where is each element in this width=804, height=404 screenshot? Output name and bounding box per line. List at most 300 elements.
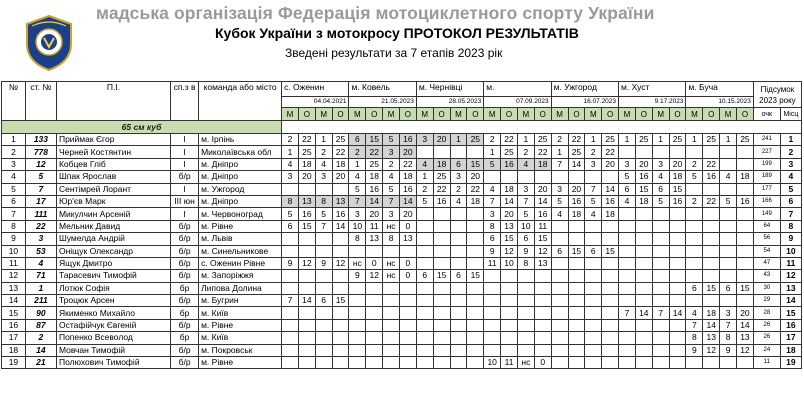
- stage-1-cell: [298, 307, 315, 319]
- stage-5-cell: [551, 344, 568, 356]
- total-points: 26: [753, 332, 780, 344]
- stage-2-cell: 14: [399, 195, 416, 207]
- stage-5-cell: 25: [568, 146, 585, 158]
- rider-city: м. Рівне: [199, 357, 282, 369]
- stage-6-cell: [652, 257, 669, 269]
- col-start-number-header: ст. №: [25, 82, 56, 121]
- summary-header: Підсумок 2023 року: [753, 82, 801, 108]
- stage-6-cell: [669, 146, 686, 158]
- stage-2-cell: [399, 332, 416, 344]
- stage-4-cell: 11: [484, 257, 501, 269]
- stage-4-cell: [534, 332, 551, 344]
- stage-7-cell: 12: [703, 344, 720, 356]
- stage-1-cell: [282, 183, 299, 195]
- stage-1-cell: 2: [282, 134, 299, 146]
- stage-7-cell: [720, 158, 737, 170]
- start-number: 17: [25, 195, 56, 207]
- stage-5-o-header: О: [568, 108, 585, 121]
- stage-7-cell: [703, 245, 720, 257]
- stage-6-cell: [619, 319, 636, 331]
- stage-2-cell: [366, 245, 383, 257]
- stage-4-cell: [501, 307, 518, 319]
- rider-city: с. Оженин Рівне: [199, 257, 282, 269]
- stage-7-cell: [737, 146, 754, 158]
- rider-city: м. Ужгород: [199, 183, 282, 195]
- stage-3-cell: [450, 332, 467, 344]
- stage-3-m-header: М: [450, 108, 467, 121]
- stage-7-cell: [737, 295, 754, 307]
- total-points: 166: [753, 195, 780, 207]
- table-row: [2, 134, 802, 146]
- stage-4-cell: [501, 332, 518, 344]
- start-number: 111: [25, 208, 56, 220]
- start-number: 133: [25, 134, 56, 146]
- stage-5-cell: [602, 282, 619, 294]
- stage-5-cell: [568, 332, 585, 344]
- stage-2-cell: 3: [349, 208, 366, 220]
- rider-name: Юр'єв Марк: [56, 195, 170, 207]
- start-number: 90: [25, 307, 56, 319]
- rider-name: Оніщук Олександр: [56, 245, 170, 257]
- stage-4-cell: 9: [484, 245, 501, 257]
- stage-4-cell: [534, 282, 551, 294]
- stage-4-cell: [517, 282, 534, 294]
- stage-6-cell: [669, 319, 686, 331]
- stage-1-cell: [282, 233, 299, 245]
- stage-7-cell: [737, 183, 754, 195]
- stage-1-cell: [298, 319, 315, 331]
- stage-3-cell: [467, 245, 484, 257]
- stage-5-cell: [585, 257, 602, 269]
- stage-1-cell: 6: [282, 220, 299, 232]
- table-row: [2, 208, 802, 220]
- stage-4-cell: 7: [484, 195, 501, 207]
- rider-name: Ящук Дмитро: [56, 257, 170, 269]
- stage-7-cell: 12: [737, 344, 754, 356]
- stage-1-cell: 4: [282, 158, 299, 170]
- stage-3-cell: [433, 257, 450, 269]
- stage-2-cell: [366, 357, 383, 369]
- stage-6-cell: [669, 357, 686, 369]
- total-points: 11: [753, 357, 780, 369]
- stage-1-cell: 22: [332, 146, 349, 158]
- stage-4-cell: 12: [534, 245, 551, 257]
- stage-2-cell: [399, 319, 416, 331]
- stage-7-cell: [686, 357, 703, 369]
- stage-5-cell: 1: [551, 146, 568, 158]
- stage-3-cell: [416, 208, 433, 220]
- stage-7-cell: 15: [737, 282, 754, 294]
- stage-6-o-header: О: [635, 108, 652, 121]
- stage-4-cell: [484, 307, 501, 319]
- stage-2-cell: 4: [383, 171, 400, 183]
- stage-7-cell: 16: [703, 171, 720, 183]
- stage-6-cell: [619, 233, 636, 245]
- stage-6-cell: 3: [619, 158, 636, 170]
- stage-2-cell: 0: [366, 257, 383, 269]
- stage-5-cell: 3: [585, 158, 602, 170]
- rider-city: м. Ірпінь: [199, 134, 282, 146]
- stage-1-cell: 9: [282, 257, 299, 269]
- stage-4-cell: 25: [501, 146, 518, 158]
- stage-5-cell: 16: [568, 195, 585, 207]
- stage-6-m-header: М: [619, 108, 636, 121]
- stage-3-cell: 25: [433, 171, 450, 183]
- stage-6-cell: [619, 357, 636, 369]
- stage-4-cell: 1: [517, 134, 534, 146]
- row-number: 18: [2, 344, 26, 356]
- stage-4-cell: 20: [534, 183, 551, 195]
- stage-7-cell: 6: [686, 282, 703, 294]
- stage-3-cell: [416, 344, 433, 356]
- stage-4-cell: 13: [501, 220, 518, 232]
- stage-4-cell: 25: [534, 134, 551, 146]
- stage-3-cell: [433, 245, 450, 257]
- stage-6-cell: [619, 220, 636, 232]
- stage-5-o-header: О: [602, 108, 619, 121]
- stage-6-cell: [652, 357, 669, 369]
- final-place: 14: [780, 295, 801, 307]
- stage-3-cell: [416, 307, 433, 319]
- stage-2-cell: [383, 307, 400, 319]
- stage-1-cell: 1: [282, 146, 299, 158]
- stage-2-cell: нс: [349, 257, 366, 269]
- stage-6-cell: [652, 146, 669, 158]
- stage-5-cell: [551, 332, 568, 344]
- stage-5-cell: [551, 357, 568, 369]
- stage-3-cell: 2: [416, 183, 433, 195]
- stage-1-name: с. Оженин: [282, 82, 349, 97]
- stage-2-cell: 20: [366, 208, 383, 220]
- stage-4-cell: 6: [484, 233, 501, 245]
- stage-5-cell: [551, 282, 568, 294]
- stage-4-cell: 0: [534, 357, 551, 369]
- stage-7-cell: 1: [720, 134, 737, 146]
- table-row: [2, 195, 802, 207]
- rider-rank: б/р: [171, 270, 199, 282]
- stage-6-cell: 20: [669, 158, 686, 170]
- table-row: [2, 319, 802, 331]
- stage-5-cell: [602, 233, 619, 245]
- stage-7-cell: [686, 295, 703, 307]
- stage-5-cell: 5: [585, 195, 602, 207]
- stage-5-cell: [585, 171, 602, 183]
- stage-4-cell: 4: [517, 158, 534, 170]
- stage-7-cell: [737, 220, 754, 232]
- stage-6-cell: [635, 344, 652, 356]
- stage-6-cell: [619, 208, 636, 220]
- stage-3-cell: 1: [450, 134, 467, 146]
- rider-name: Мовчан Тимофій: [56, 344, 170, 356]
- total-points: 64: [753, 220, 780, 232]
- stage-6-cell: 3: [652, 158, 669, 170]
- stage-1-cell: 18: [332, 158, 349, 170]
- stage-5-cell: [568, 270, 585, 282]
- stage-4-cell: [484, 319, 501, 331]
- stage-7-cell: 20: [737, 307, 754, 319]
- stage-6-cell: [652, 344, 669, 356]
- stage-3-cell: [450, 220, 467, 232]
- stage-1-cell: [315, 357, 332, 369]
- stage-6-cell: [652, 295, 669, 307]
- stage-7-cell: 18: [703, 307, 720, 319]
- table-row: [2, 357, 802, 369]
- stage-7-cell: [703, 220, 720, 232]
- stage-5-date: 16.07.2023: [551, 97, 618, 108]
- stage-6-cell: [619, 146, 636, 158]
- stage-4-cell: 3: [517, 183, 534, 195]
- stage-4-cell: [501, 270, 518, 282]
- stage-4-cell: 22: [534, 146, 551, 158]
- stage-3-cell: [467, 257, 484, 269]
- stage-2-cell: 16: [399, 183, 416, 195]
- rider-city: м. Київ: [199, 332, 282, 344]
- stage-3-cell: [416, 257, 433, 269]
- stage-3-cell: [450, 319, 467, 331]
- stage-5-cell: 4: [551, 208, 568, 220]
- stage-4-cell: [517, 307, 534, 319]
- stage-2-cell: [349, 344, 366, 356]
- rider-rank: бр: [171, 332, 199, 344]
- stage-4-cell: [501, 171, 518, 183]
- stage-4-cell: 20: [501, 208, 518, 220]
- total-points: 149: [753, 208, 780, 220]
- rider-rank: I: [171, 208, 199, 220]
- stage-3-cell: 5: [416, 195, 433, 207]
- stage-1-cell: [298, 270, 315, 282]
- stage-3-cell: 6: [450, 158, 467, 170]
- stage-6-cell: 7: [652, 307, 669, 319]
- rider-city: м. Львів: [199, 233, 282, 245]
- stage-1-cell: 9: [315, 257, 332, 269]
- stage-1-date: 04.04.2021: [282, 97, 349, 108]
- stage-5-cell: [568, 220, 585, 232]
- stage-4-cell: [517, 171, 534, 183]
- final-place: 3: [780, 158, 801, 170]
- stage-3-cell: 6: [416, 270, 433, 282]
- stage-3-cell: 3: [450, 171, 467, 183]
- stage-7-cell: [703, 146, 720, 158]
- stage-1-cell: [332, 270, 349, 282]
- stage-7-cell: [720, 146, 737, 158]
- stage-1-cell: 25: [298, 146, 315, 158]
- stage-5-cell: [568, 307, 585, 319]
- stage-7-cell: [703, 183, 720, 195]
- stage-6-cell: [669, 282, 686, 294]
- stage-1-cell: 22: [298, 134, 315, 146]
- stage-5-cell: [568, 282, 585, 294]
- rider-city: м. Дніпро: [199, 171, 282, 183]
- stage-7-cell: [686, 233, 703, 245]
- stage-2-cell: 16: [366, 183, 383, 195]
- stage-3-cell: [467, 357, 484, 369]
- stage-1-cell: 12: [298, 257, 315, 269]
- stage-2-cell: [383, 332, 400, 344]
- stage-2-name: м. Ковель: [349, 82, 416, 97]
- rider-rank: бр: [171, 307, 199, 319]
- stage-3-cell: [450, 282, 467, 294]
- stage-2-m-header: М: [383, 108, 400, 121]
- stage-1-cell: [298, 282, 315, 294]
- stage-3-cell: 20: [467, 171, 484, 183]
- col-rank-header: сп.з в: [171, 82, 199, 121]
- start-number: 2: [25, 332, 56, 344]
- stage-3-cell: [450, 146, 467, 158]
- stage-1-cell: 7: [315, 220, 332, 232]
- rider-rank: I: [171, 183, 199, 195]
- stage-2-cell: [349, 357, 366, 369]
- stage-5-cell: 1: [585, 134, 602, 146]
- stage-2-cell: 15: [366, 134, 383, 146]
- stage-2-cell: 6: [349, 134, 366, 146]
- stage-4-cell: 16: [534, 208, 551, 220]
- stage-2-cell: 0: [399, 257, 416, 269]
- stage-6-cell: [635, 233, 652, 245]
- stage-3-cell: [416, 295, 433, 307]
- stage-5-cell: 15: [602, 245, 619, 257]
- stage-2-cell: [349, 307, 366, 319]
- stage-2-cell: 7: [383, 195, 400, 207]
- stage-4-cell: [517, 344, 534, 356]
- stage-1-cell: [332, 183, 349, 195]
- rider-rank: б/р: [171, 295, 199, 307]
- stage-7-cell: 8: [720, 332, 737, 344]
- stage-4-cell: [517, 295, 534, 307]
- stage-4-cell: 4: [484, 183, 501, 195]
- stage-5-cell: [551, 307, 568, 319]
- row-number: 9: [2, 233, 26, 245]
- stage-5-cell: [585, 307, 602, 319]
- stage-2-cell: [383, 245, 400, 257]
- stage-7-cell: [720, 208, 737, 220]
- stage-6-cell: 5: [652, 195, 669, 207]
- rider-name: Остафійчук Євгеній: [56, 319, 170, 331]
- rider-name: Полюхович Тимофій: [56, 357, 170, 369]
- stage-3-cell: [450, 357, 467, 369]
- stage-1-cell: 7: [282, 295, 299, 307]
- stage-4-cell: [534, 171, 551, 183]
- stage-1-cell: [315, 183, 332, 195]
- stage-3-cell: [467, 319, 484, 331]
- stage-2-cell: 22: [399, 158, 416, 170]
- stage-2-cell: 13: [399, 233, 416, 245]
- stage-4-cell: 9: [517, 245, 534, 257]
- stage-5-cell: [568, 319, 585, 331]
- stage-3-cell: 20: [433, 134, 450, 146]
- row-number: 10: [2, 245, 26, 257]
- stage-7-cell: [703, 357, 720, 369]
- rider-name: Микулчин Арсеній: [56, 208, 170, 220]
- stage-3-cell: 6: [450, 270, 467, 282]
- stage-6-cell: [619, 270, 636, 282]
- start-number: 14: [25, 344, 56, 356]
- stage-7-cell: [737, 233, 754, 245]
- stage-2-cell: [383, 319, 400, 331]
- table-row: [2, 146, 802, 158]
- stage-1-cell: [298, 344, 315, 356]
- stage-6-cell: [669, 208, 686, 220]
- stage-4-cell: [484, 270, 501, 282]
- stage-4-cell: 5: [517, 208, 534, 220]
- stage-7-cell: 5: [720, 195, 737, 207]
- stage-7-cell: 4: [720, 171, 737, 183]
- col-place-header: Місц: [780, 108, 801, 121]
- stage-4-o-header: О: [501, 108, 518, 121]
- stage-3-cell: [433, 220, 450, 232]
- stage-3-cell: [416, 282, 433, 294]
- stage-5-cell: [585, 220, 602, 232]
- start-number: 53: [25, 245, 56, 257]
- stage-1-m-header: М: [282, 108, 299, 121]
- row-number: 17: [2, 332, 26, 344]
- stage-6-cell: [635, 357, 652, 369]
- stage-1-cell: [282, 307, 299, 319]
- stage-3-cell: [433, 146, 450, 158]
- stage-1-cell: [298, 245, 315, 257]
- stage-3-cell: 4: [450, 195, 467, 207]
- stage-5-cell: 22: [568, 134, 585, 146]
- stage-1-cell: 8: [282, 195, 299, 207]
- stage-7-o-header: О: [737, 108, 754, 121]
- stage-3-cell: [433, 208, 450, 220]
- stage-6-cell: [635, 208, 652, 220]
- stage-7-cell: [737, 257, 754, 269]
- stage-4-cell: [517, 332, 534, 344]
- stage-4-cell: нс: [517, 357, 534, 369]
- stage-3-date: 28.05.2023: [416, 97, 483, 108]
- final-place: 9: [780, 233, 801, 245]
- stage-6-cell: [652, 220, 669, 232]
- stage-4-cell: 14: [501, 195, 518, 207]
- row-number: 12: [2, 270, 26, 282]
- stage-3-cell: [450, 295, 467, 307]
- stage-7-cell: 9: [720, 344, 737, 356]
- rider-city: м. Київ: [199, 307, 282, 319]
- stage-2-cell: [349, 245, 366, 257]
- stage-2-cell: 2: [383, 158, 400, 170]
- stage-2-cell: 18: [366, 171, 383, 183]
- final-place: 18: [780, 344, 801, 356]
- stage-6-cell: 20: [635, 158, 652, 170]
- stage-4-cell: [501, 319, 518, 331]
- stage-4-cell: 8: [517, 257, 534, 269]
- start-number: 1: [25, 282, 56, 294]
- stage-3-cell: [433, 233, 450, 245]
- row-number: 7: [2, 208, 26, 220]
- stage-6-name: м. Хуст: [619, 82, 686, 97]
- protocol-title: Кубок України з мотокросу ПРОТОКОЛ РЕЗУЛЬТАТІВ: [215, 25, 579, 41]
- stage-7-cell: [686, 183, 703, 195]
- stage-1-cell: 4: [315, 158, 332, 170]
- stage-4-cell: [484, 171, 501, 183]
- rider-name: Сентімрей Лорант: [56, 183, 170, 195]
- stage-1-cell: 14: [332, 220, 349, 232]
- start-number: 87: [25, 319, 56, 331]
- stage-5-cell: [602, 307, 619, 319]
- row-number: 3: [2, 158, 26, 170]
- total-points: 189: [753, 171, 780, 183]
- rider-rank: б/р: [171, 357, 199, 369]
- stage-5-cell: [602, 295, 619, 307]
- stage-1-cell: 3: [282, 171, 299, 183]
- row-number: 6: [2, 195, 26, 207]
- stage-1-cell: [282, 245, 299, 257]
- stage-3-cell: 16: [433, 195, 450, 207]
- stage-1-cell: 3: [315, 171, 332, 183]
- stage-4-cell: [484, 344, 501, 356]
- stage-6-cell: 1: [619, 134, 636, 146]
- stage-5-cell: [585, 233, 602, 245]
